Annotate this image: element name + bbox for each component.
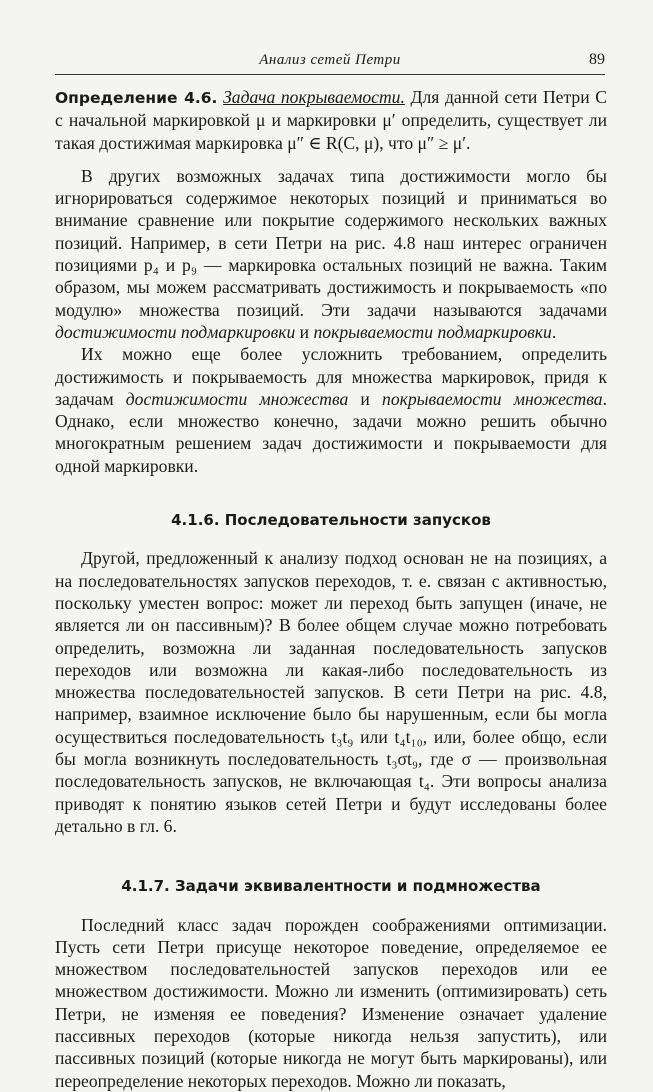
term-subcoverability: покрываемости подмаркировки [313,321,552,342]
page-number: 89 [589,51,605,68]
paragraph-equivalence: Последний класс задач порожден соображениями оптимизации. Пусть сети Петри присуще некоторое поведение, определяемое ее множеством последовательностей запусков переходов или ее множеством достижимости. Можно ли изменить (оптимизировать) сеть Петри, не изменяя ее поведения? Изменение означает удаление пассивных переходов (которые никогда нельзя запустить), или пассивных позиций (которые никогда не могут быть маркированы), или переопределение некоторых переходов. Можно ли показать, [55,914,607,1091]
paragraph-text-end: . Однако, если множество конечно, задачи можно решить обычно многократным решением задач достижимости и покрываемости для одной маркировки. [55,388,607,476]
term-set-coverability: покрываемости множества [382,388,603,409]
term-set-reachability: достижимости множества [125,388,349,409]
definition-title: Задача покрываемости. [223,87,405,107]
paragraph-set-problems [55,343,607,477]
running-title: Анализ сетей Петри [259,52,401,68]
definition-label: Определение 4.6. [55,89,218,107]
conjunction: и [295,321,314,342]
paragraph-firing-sequences: Другой, предложенный к анализу подход основан не на позициях, а на последовательностях запусков переходов, т. е. связан с активностью, поскольку уместен вопрос: может ли переход быть запущен (иначе, не является ли он пассивным)? В более общем случае можно потребовать определить, возможна ли заданная последовательность запусков переходов или возможна ли какая-либо последовательность из множества последовательностей запусков. В сети Петри на рис. 4.8, например, взаимное исключение было бы нарушенным, если бы могла осуществиться последовательность t₃t₉ или t₄t₁₀, или, более общо, если бы могла возникнуть последовательность t₃σt₉, где σ — произвольная последовательность запусков, не включающая t₄. Эти вопросы анализа приводят к понятию языков сетей Петри и будут исследованы более детально в гл. 6. [55,548,607,836]
paragraph-subreachability [55,165,607,343]
conjunction: и [348,388,383,409]
period: . [551,321,557,342]
section-heading-equivalence: 4.1.7. Задачи эквивалентности и подмножества [121,877,541,896]
definition-paragraph [55,86,607,154]
running-header [55,50,605,75]
definition-text: Для данной сети Петри C с начальной маркировкой μ и маркировки μ′ определить, существует ли такая достижимая маркировка μ″ ∈ R(C, μ), что μ″ ≥ μ′. [55,87,607,153]
section-heading-firing-sequences: 4.1.6. Последовательности запусков [171,511,491,530]
paragraph-text: Их можно еще более усложнить требованием, определить достижимость и покрываемость для множества маркировок, придя к задачам [55,344,607,409]
page-body [55,86,607,1092]
term-subreachability: достижимости подмаркировки [55,321,296,342]
paragraph-text: В других возможных задачах типа достижимости могло бы игнорироваться содержимое некоторых позиций и приниматься во внимание сравнение или покрытие содержимого нескольких важных позиций. Например, в сети Петри на рис. 4.8 наш интерес ограничен позициями p₄ и p₉ — маркировка остальных позиций не важна. Таким образом, мы можем рассматривать достижимость и покрываемость «по модулю» множества позиций. Эти задачи называются задачами [55,165,607,320]
